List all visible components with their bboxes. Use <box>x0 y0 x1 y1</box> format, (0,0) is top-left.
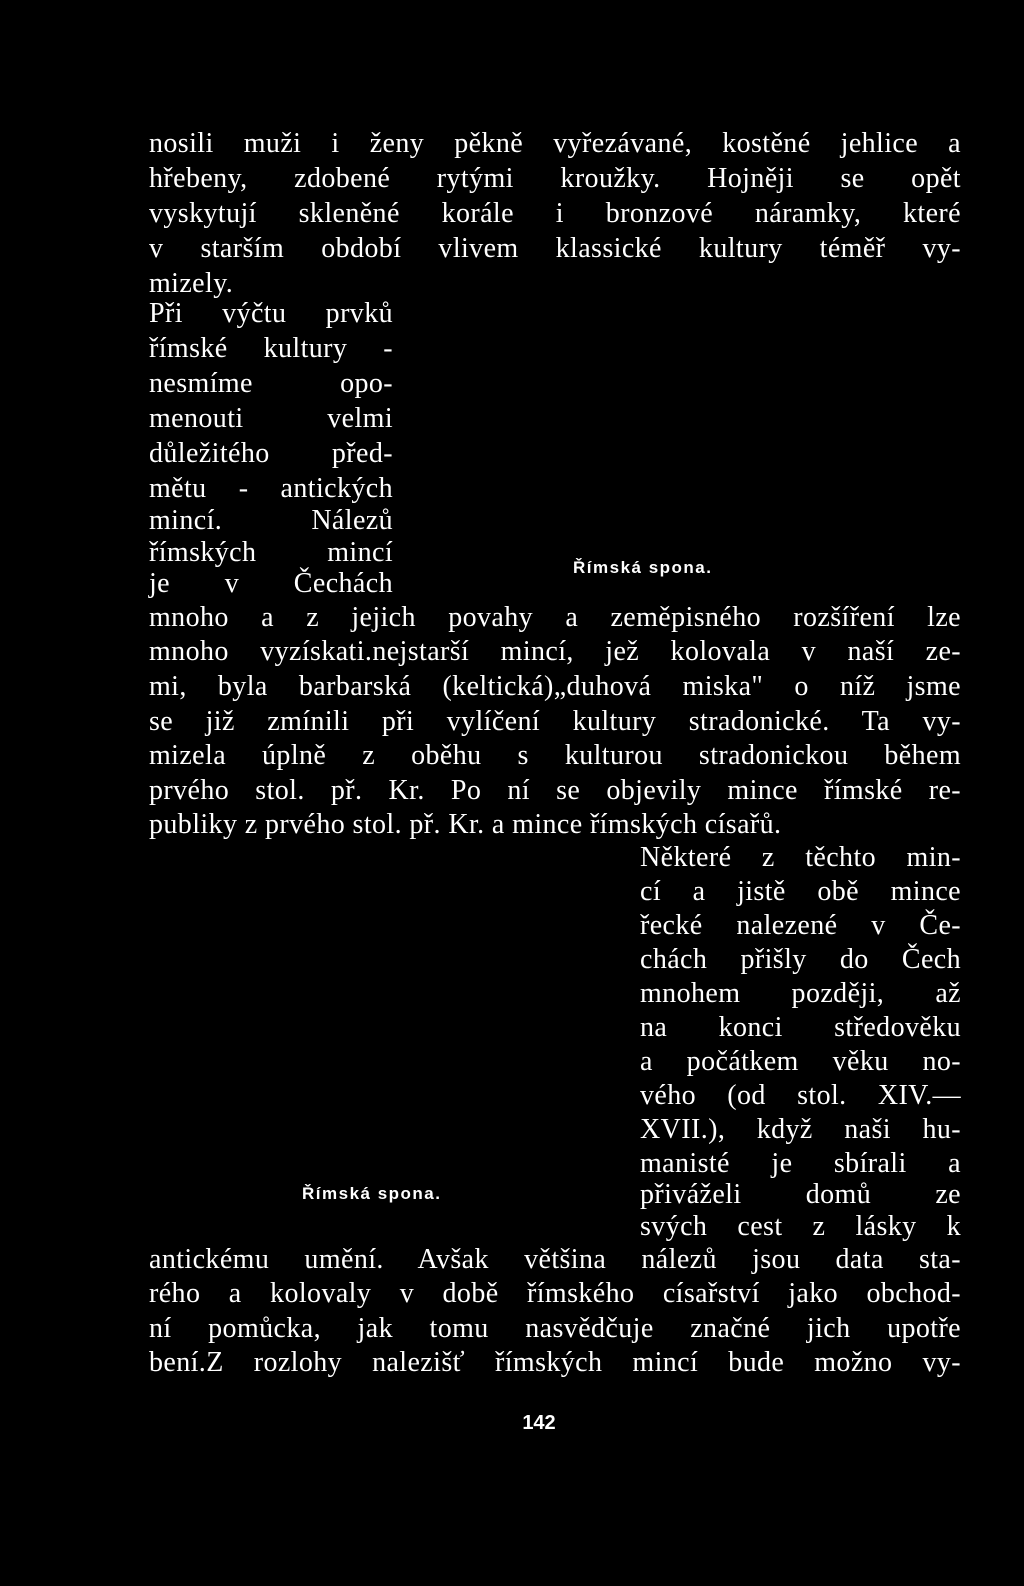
text-line: nesmíme opo- <box>149 368 393 399</box>
text-line: mětu - antických <box>149 473 393 504</box>
fibula-image-bottom <box>149 842 619 1172</box>
text-line: řecké nalezené v Če- <box>640 910 961 941</box>
text-line: vého (od stol. XIV.— <box>640 1080 961 1111</box>
text-line: na konci středověku <box>640 1012 961 1043</box>
text-line: menouti velmi <box>149 403 393 434</box>
text-line: bení.Z rozlohy nalezišť římských mincí bude možno vy- <box>149 1347 961 1378</box>
text-line: hřebeny, zdobené rytými kroužky. Hojněji se opět <box>149 163 961 194</box>
text-line: XVII.), když naši hu- <box>640 1114 961 1145</box>
text-line: mi, byla barbarská (keltická)„duhová miska" o níž jsme <box>149 671 961 702</box>
text-line: Při výčtu prvků <box>149 298 393 329</box>
text-line: prvého stol. př. Kr. Po ní se objevily mince římské re- <box>149 775 961 806</box>
text-line: Některé z těchto min- <box>640 842 961 873</box>
text-line: mnoho a z jejich povahy a zeměpisného rozšíření lze <box>149 602 961 633</box>
text-line: antickému umění. Avšak většina nálezů jsou data sta- <box>149 1244 961 1275</box>
text-line: se již zmínili při vylíčení kultury stradonické. Ta vy- <box>149 706 961 737</box>
text-line: mizely. <box>149 268 234 299</box>
text-line: nosili muži i ženy pěkně vyřezávané, kostěné jehlice a <box>149 128 961 159</box>
text-line: chách přišly do Čech <box>640 944 961 975</box>
text-line: svých cest z lásky k <box>640 1211 961 1242</box>
text-line: mizela úplně z oběhu s kulturou stradonickou během <box>149 740 961 771</box>
page-number: 142 <box>522 1412 556 1434</box>
text-line: manisté je sbírali a <box>640 1148 961 1179</box>
text-line: římské kultury - <box>149 333 393 364</box>
text-line: mincí. Nálezů <box>149 505 393 536</box>
text-line: a počátkem věku no- <box>640 1046 961 1077</box>
fibula-image-top <box>410 298 960 548</box>
text-line: mnohem později, až <box>640 978 961 1009</box>
text-line: vyskytují skleněné korále i bronzové náramky, které <box>149 198 961 229</box>
figure-caption-top: Římská spona. <box>573 558 713 577</box>
text-line: publiky z prvého stol. př. Kr. a mince římských císařů. <box>149 809 782 840</box>
figure-caption-bottom: Římská spona. <box>302 1184 442 1203</box>
text-line: v starším období vlivem klassické kultury téměř vy- <box>149 233 961 264</box>
text-line: mnoho vyzískati.nejstarší mincí, jež kolovala v naší ze- <box>149 636 961 667</box>
text-line: římských mincí <box>149 537 393 568</box>
text-line: cí a jistě obě mince <box>640 876 961 907</box>
text-line: přiváželi domů ze <box>640 1179 961 1210</box>
text-line: důležitého před- <box>149 438 393 469</box>
text-line: je v Čechách <box>149 568 393 599</box>
text-line: ní pomůcka, jak tomu nasvědčuje značné jich upotře <box>149 1313 961 1344</box>
text-line: rého a kolovaly v době římského císařství jako obchod- <box>149 1278 961 1309</box>
